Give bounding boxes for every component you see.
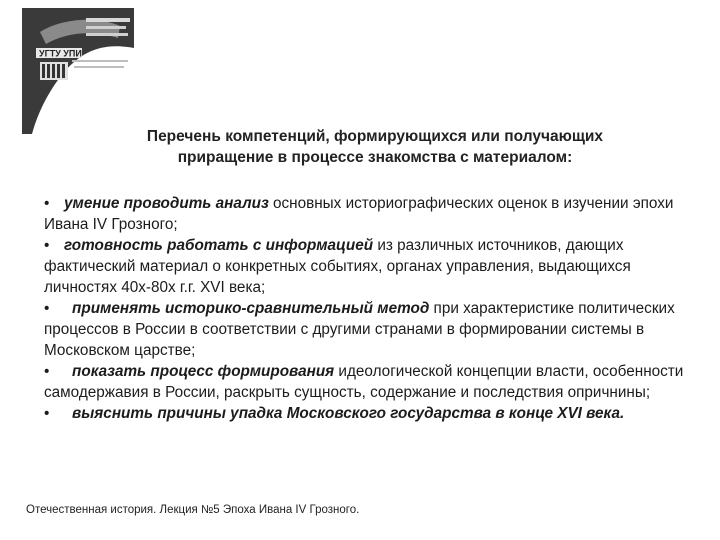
bullet: • (44, 195, 50, 212)
list-item (44, 193, 694, 235)
item-emphasis: выяснить причины упадка Московского государства в конце XVI века. (72, 405, 625, 422)
bullet: • (44, 300, 50, 317)
university-logo (22, 8, 134, 134)
item-text: идеологической концепции власти, особенности самодержавия в России, раскрыть сущность, содержание и последствия опричнины; (44, 363, 684, 401)
bullet: • (44, 363, 50, 380)
bullet: • (44, 237, 50, 254)
slide-footer: Отечественная история. Лекция №5 Эпоха Ивана IV Грозного. (26, 504, 360, 516)
item-emphasis: умение проводить анализ (64, 195, 269, 212)
item-text: из различных источников, дающих фактический материал о конкретных событиях, органах управления, выдающихся личностях 40х-80х г.г. XVI века; (44, 237, 631, 296)
list-item (44, 403, 694, 424)
svg-text:УГТУ УПИ: УГТУ УПИ (39, 48, 82, 59)
list-item (44, 235, 694, 298)
item-text: при характеристике политических процессов в России в соответствии с другими странами в формировании системы в Московском царстве; (44, 300, 675, 359)
title-line-1: Перечень компетенций, формирующихся или получающих (146, 128, 604, 145)
item-emphasis: показать процесс формирования (72, 363, 335, 380)
competency-list (44, 193, 694, 424)
list-item (44, 298, 694, 361)
item-emphasis: готовность работать с информацией (64, 237, 374, 254)
slide-title (95, 126, 655, 168)
list-item (44, 361, 694, 403)
item-text: основных историографических оценок в изучении эпохи Ивана IV Грозного; (44, 195, 674, 233)
bullet: • (44, 405, 50, 422)
title-line-2: приращение в процессе знакомства с материалом: (177, 149, 573, 166)
item-emphasis: применять историко-сравнительный метод (72, 300, 430, 317)
